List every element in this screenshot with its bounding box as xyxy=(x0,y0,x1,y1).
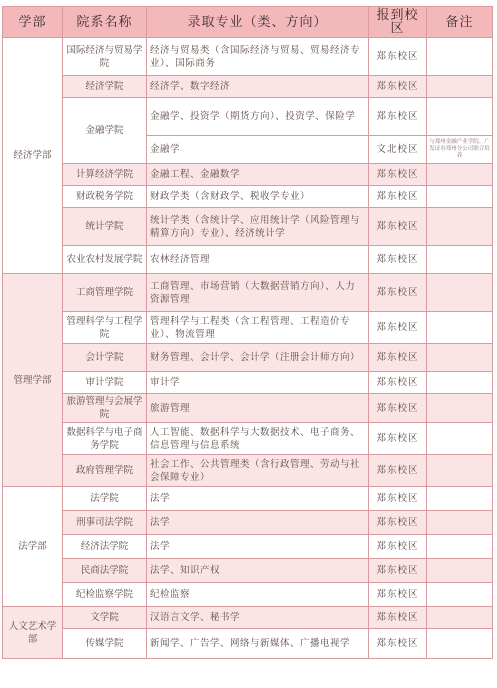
school-cell: 计算经济学院 xyxy=(63,164,147,186)
table-row xyxy=(3,583,493,607)
campus-cell: 郑东校区 xyxy=(369,423,427,455)
majors-cell: 法学、知识产权 xyxy=(147,559,369,583)
school-cell: 刑事司法学院 xyxy=(63,511,147,535)
school-cell: 经济学院 xyxy=(63,76,147,98)
school-cell: 经济法学院 xyxy=(63,535,147,559)
majors-cell: 工商管理、市场营销（大数据营销方向）、人力资源管理 xyxy=(147,274,369,312)
note-cell xyxy=(427,455,493,487)
campus-cell: 郑东校区 xyxy=(369,607,427,629)
campus-cell: 郑东校区 xyxy=(369,312,427,344)
table-row xyxy=(3,394,493,423)
table-row xyxy=(3,511,493,535)
campus-cell: 郑东校区 xyxy=(369,38,427,76)
note-cell xyxy=(427,344,493,372)
majors-cell: 人工智能、数据科学与大数据技术、电子商务、信息管理与信息系统 xyxy=(147,423,369,455)
majors-cell: 法学 xyxy=(147,487,369,511)
note-cell xyxy=(427,372,493,394)
note-cell xyxy=(427,629,493,659)
campus-cell: 郑东校区 xyxy=(369,246,427,274)
table-row xyxy=(3,344,493,372)
header-campus: 报到校区 xyxy=(369,7,427,38)
campus-cell: 郑东校区 xyxy=(369,535,427,559)
table-row xyxy=(3,246,493,274)
note-cell xyxy=(427,98,493,136)
campus-cell: 郑东校区 xyxy=(369,455,427,487)
note-cell xyxy=(427,559,493,583)
note-cell xyxy=(427,186,493,208)
table-body xyxy=(3,38,493,659)
header-majors: 录取专业（类、方向） xyxy=(147,7,369,38)
majors-cell: 纪检监察 xyxy=(147,583,369,607)
note-cell xyxy=(427,38,493,76)
majors-cell: 经济与贸易类（含国际经济与贸易、贸易经济专业）、国际商务 xyxy=(147,38,369,76)
majors-cell: 统计学类（含统计学、应用统计学（风险管理与精算方向）专业）、经济统计学 xyxy=(147,208,369,246)
school-cell: 财政税务学院 xyxy=(63,186,147,208)
note-cell xyxy=(427,583,493,607)
note-cell xyxy=(427,208,493,246)
campus-cell: 郑东校区 xyxy=(369,274,427,312)
campus-cell: 郑东校区 xyxy=(369,208,427,246)
majors-cell: 农林经济管理 xyxy=(147,246,369,274)
school-cell: 纪检监察学院 xyxy=(63,583,147,607)
table-row xyxy=(3,372,493,394)
campus-cell: 郑东校区 xyxy=(369,487,427,511)
note-cell xyxy=(427,274,493,312)
school-cell: 审计学院 xyxy=(63,372,147,394)
note-cell xyxy=(427,312,493,344)
note-cell xyxy=(427,164,493,186)
table-row xyxy=(3,98,493,136)
school-cell: 统计学院 xyxy=(63,208,147,246)
school-cell: 旅游管理与会展学院 xyxy=(63,394,147,423)
school-cell: 政府管理学院 xyxy=(63,455,147,487)
school-cell: 国际经济与贸易学院 xyxy=(63,38,147,76)
note-cell xyxy=(427,607,493,629)
campus-cell: 郑东校区 xyxy=(369,344,427,372)
table-row xyxy=(3,607,493,629)
table-row xyxy=(3,535,493,559)
table-row xyxy=(3,76,493,98)
majors-cell: 审计学 xyxy=(147,372,369,394)
header-department: 学部 xyxy=(3,7,63,38)
campus-cell: 郑东校区 xyxy=(369,76,427,98)
table-row xyxy=(3,164,493,186)
note-cell xyxy=(427,394,493,423)
table-row xyxy=(3,186,493,208)
majors-cell: 财政学类（含财政学、税收学专业） xyxy=(147,186,369,208)
campus-cell: 郑东校区 xyxy=(369,629,427,659)
table-row xyxy=(3,208,493,246)
school-cell: 农业农村发展学院 xyxy=(63,246,147,274)
school-cell: 工商管理学院 xyxy=(63,274,147,312)
school-cell: 数据科学与电子商务学院 xyxy=(63,423,147,455)
majors-cell: 旅游管理 xyxy=(147,394,369,423)
majors-cell: 经济学、数字经济 xyxy=(147,76,369,98)
table-header-row xyxy=(3,7,493,38)
department-cell: 经济学部 xyxy=(3,38,63,274)
note-cell xyxy=(427,423,493,455)
campus-cell: 郑东校区 xyxy=(369,164,427,186)
table-row xyxy=(3,487,493,511)
note-cell: 与郑州金融产业学院、广发证券郑州分公司联合培养 xyxy=(427,136,493,164)
majors-cell: 财务管理、会计学、会计学（注册会计师方向） xyxy=(147,344,369,372)
note-cell xyxy=(427,511,493,535)
majors-cell: 金融学、投资学（期货方向）、投资学、保险学 xyxy=(147,98,369,136)
majors-cell: 法学 xyxy=(147,511,369,535)
majors-cell: 汉语言文学、秘书学 xyxy=(147,607,369,629)
table-row xyxy=(3,455,493,487)
table-row xyxy=(3,559,493,583)
majors-cell: 金融学 xyxy=(147,136,369,164)
note-cell xyxy=(427,487,493,511)
campus-cell: 郑东校区 xyxy=(369,559,427,583)
admission-majors-table xyxy=(2,6,493,659)
table-row xyxy=(3,38,493,76)
majors-cell: 管理科学与工程类（含工程管理、工程造价专业）、物流管理 xyxy=(147,312,369,344)
department-cell: 人文艺术学部 xyxy=(3,607,63,659)
school-cell: 金融学院 xyxy=(63,98,147,164)
majors-cell: 金融工程、金融数学 xyxy=(147,164,369,186)
note-cell xyxy=(427,76,493,98)
school-cell: 法学院 xyxy=(63,487,147,511)
school-cell: 文学院 xyxy=(63,607,147,629)
school-cell: 传媒学院 xyxy=(63,629,147,659)
school-cell: 会计学院 xyxy=(63,344,147,372)
table-row xyxy=(3,629,493,659)
department-cell: 法学部 xyxy=(3,487,63,607)
campus-cell: 郑东校区 xyxy=(369,394,427,423)
majors-cell: 新闻学、广告学、网络与新媒体、广播电视学 xyxy=(147,629,369,659)
majors-cell: 法学 xyxy=(147,535,369,559)
majors-cell: 社会工作、公共管理类（含行政管理、劳动与社会保障专业） xyxy=(147,455,369,487)
campus-cell: 郑东校区 xyxy=(369,583,427,607)
table-row xyxy=(3,423,493,455)
school-cell: 管理科学与工程学院 xyxy=(63,312,147,344)
campus-cell: 文北校区 xyxy=(369,136,427,164)
header-school: 院系名称 xyxy=(63,7,147,38)
header-notes: 备注 xyxy=(427,7,493,38)
school-cell: 民商法学院 xyxy=(63,559,147,583)
department-cell: 管理学部 xyxy=(3,274,63,487)
campus-cell: 郑东校区 xyxy=(369,372,427,394)
admission-majors-table-sheet xyxy=(2,6,492,659)
campus-cell: 郑东校区 xyxy=(369,511,427,535)
table-row xyxy=(3,274,493,312)
campus-cell: 郑东校区 xyxy=(369,186,427,208)
note-cell xyxy=(427,246,493,274)
note-cell xyxy=(427,535,493,559)
campus-cell: 郑东校区 xyxy=(369,98,427,136)
table-row xyxy=(3,312,493,344)
